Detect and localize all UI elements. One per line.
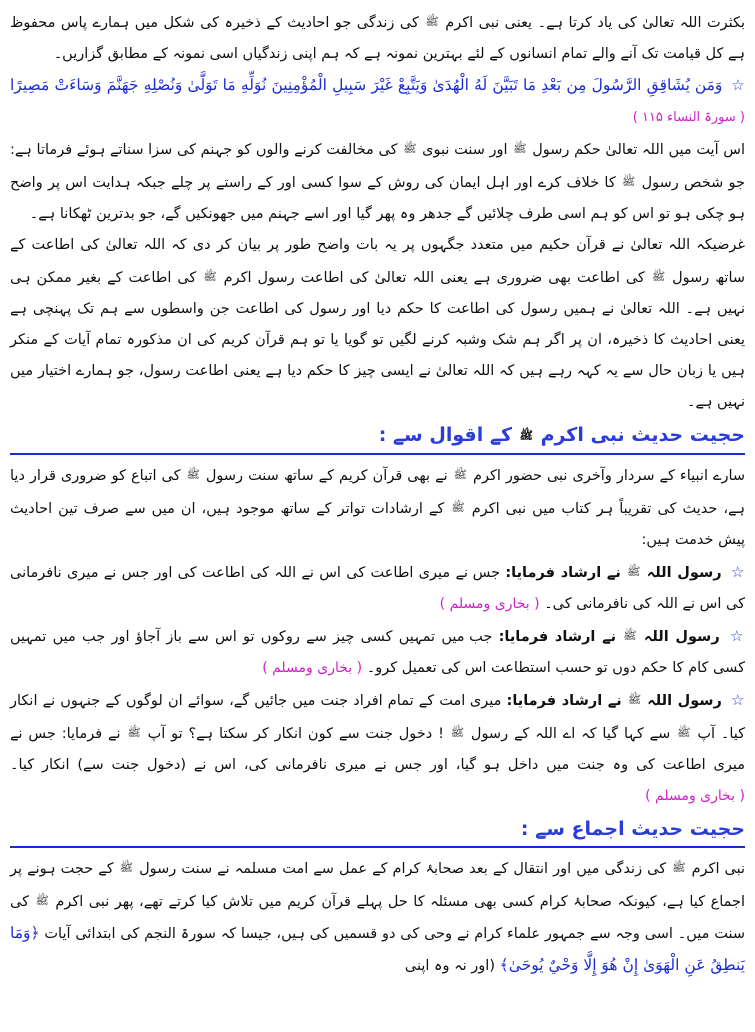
hadith-item-1 [10,556,745,620]
star-icon: ☆ [731,76,746,94]
section-heading-consensus [10,814,745,844]
saw-ligature-icon: ﷺ [627,565,641,578]
text: بکثرت اللہ تعالیٰ کی یاد کرتا ہے۔ یعنی نبی اکرم [445,15,746,31]
text: کی سنت میں۔ اسی وجہ سے جمہور علماء کرام نے وحی کی دو قسمیں کی ہیں، جیسا کہ سورۃ النجم کی ابتدائی آیات [10,894,746,942]
text: غرضیکہ اللہ تعالیٰ نے قرآن حکیم میں متعدد جگہوں پر یہ بات واضح طور پر بیان کر دی کہ اللہ تعالیٰ کی اطاعت کے ساتھ رسول [10,237,746,286]
saw-ligature-icon: ﷺ [403,142,417,155]
hadith-text: جب میں تمہیں کسی چیز سے روکوں تو اس سے باز آجاؤ اور جب میں تمہیں کسی کام کا حکم دوں تو حسب استطاعت اس کی تعمیل کرو۔ [10,629,745,676]
text: اس آیت میں اللہ تعالیٰ حکم رسول [532,142,746,158]
text: (اور نہ وہ اپنی [404,958,495,974]
divider [10,846,745,848]
hadith-reference: ( بخاری ومسلم ) [645,788,745,804]
ayah-text: وَمَن يُشَاقِقِ الرَّسُولَ مِن بَعْدِ مَا تَبَيَّنَ لَهُ الْهُدَىٰ وَيَتَّبِعْ غَيْرَ سَبِيلِ الْمُؤْمِنِينَ نُوَلِّهِ مَا تَوَلَّىٰ وَنُصْلِهِ جَهَنَّمَ وَسَاءَتْ مَصِيرًا [10,76,723,94]
paragraph-intro [10,6,745,70]
saw-ligature-icon: ﷺ [519,429,533,442]
saw-ligature-icon: ﷺ [672,861,686,874]
hadith-text: جس نے میری اطاعت کی اس نے اللہ کی اطاعت کی اور جس نے میری نافرمانی کی اس نے اللہ کی نافرمانی کی۔ [10,565,745,612]
saw-ligature-icon: ﷺ [127,726,141,739]
star-icon: ☆ [729,627,746,645]
hadith-reference: ( بخاری ومسلم ) [262,660,363,676]
paragraph-sayings-intro [10,459,745,556]
hadith-text: ! دخول جنت سے کون انکار کر سکتا ہے؟ تو آپ [147,726,444,742]
hadith-reference: ( بخاری ومسلم ) [439,596,540,612]
text: اور سنت نبوی [422,142,508,158]
hadith-text: سے کہا گیا کہ اے اللہ کے رسول [470,726,671,742]
quran-verse [10,70,745,133]
saw-ligature-icon: ﷺ [425,15,439,28]
heading-text: کے اقوال سے : [378,424,513,446]
text: کی زندگی میں اور انتقال کے بعد صحابۂ کرام کے عمل سے امت مسلمہ نے سنت رسول [139,861,667,877]
hadith-lead: نے ارشاد فرمایا: [506,693,622,709]
saw-ligature-icon: ﷺ [451,501,465,514]
text: کا خلاف کرے اور اہل ایمان کی روش کے سوا کسی اور کے راستے پر چلے جبکہ ہدایت اس پر واضح ہو چکی ہو تو اس کو ہم اسی طرف چلائیں گے جدھر وہ پھر گیا اور اسے جہنم میں جھونکیں گے، جو بدترین ٹھکانا ہے۔ [10,175,745,222]
hadith-lead: نے ارشاد فرمایا: [498,629,617,645]
saw-ligature-icon: ﷺ [186,468,200,481]
heading-text: حجیت حدیث اجماع سے : [520,818,745,840]
hadith-lead: رسول اللہ [647,693,722,709]
saw-ligature-icon: ﷺ [513,142,527,155]
saw-ligature-icon: ﷺ [677,726,691,739]
paragraph-consensus [10,852,745,982]
hadith-lead: نے ارشاد فرمایا: [505,565,621,581]
star-icon: ☆ [730,563,746,581]
hadith-text: نے فرمایا: جس نے میری اطاعت کی وہ جنت میں داخل ہو گیا، اور جس نے میری نافرمانی کی، اس نے (دخول جنت سے) انکار کیا۔ [10,726,745,773]
saw-ligature-icon: ﷺ [35,894,49,907]
hadith-item-2 [10,620,745,684]
paragraph-explanation [10,133,745,230]
heading-text: حجیت حدیث نبی اکرم [540,424,745,446]
saw-ligature-icon: ﷺ [453,468,467,481]
divider [10,453,745,455]
text: کی زندگی جو احادیث کے ذخیرہ کی شکل میں ہمارے پاس محفوظ ہے کل قیامت تک آنے والے تمام انسانوں کے لئے بہترین نمونہ ہے کہ ہم اپنی زندگیاں اسی نمونہ کے مطابق گزاریں۔ [10,15,745,62]
saw-ligature-icon: ﷺ [627,693,642,706]
verse-reference: ( سورۃ النساء ۱۱۵ ) [632,110,745,125]
text: نے بھی قرآن کریم کے ساتھ سنت رسول [205,468,448,484]
text: کے حجت ہونے پر اجماع کیا ہے، کیونکہ صحابۂ کرام کسی بھی مسئلہ کا حل پہلے قرآن کریم میں تلاش کیا کرتے تھے، پھر نبی اکرم [10,861,746,910]
ayah-inline: ﴿وَمَا يَنطِقُ عَنِ الْهَوَىٰ إِنْ هُوَ إِلَّا وَحْيٌ يُوحَىٰ﴾ [10,924,745,974]
saw-ligature-icon: ﷺ [450,726,465,739]
text: کی اطاعت بھی ضروری ہے یعنی اللہ تعالیٰ کی اطاعت رسول اکرم [223,270,645,286]
text: کے ارشادات تواتر کے ساتھ موجود ہیں، ان میں سے صرف تین احادیث پیش خدمت ہیں: [10,501,745,548]
saw-ligature-icon: ﷺ [651,270,666,283]
saw-ligature-icon: ﷺ [119,861,134,874]
saw-ligature-icon: ﷺ [622,175,636,188]
text: نبی اکرم [691,861,746,877]
hadith-text: میری امت کے تمام افراد جنت میں جائیں گے، سوائے ان لوگوں کے جنہوں نے انکار کیا۔ آپ [10,693,746,742]
star-icon: ☆ [731,691,745,709]
text: کی اتباع کو ضروری قرار دیا ہے، حدیث کی تقریباً ہر کتاب میں نبی اکرم [10,468,746,517]
text: کی مخالفت کرنے والوں کو جہنم کی سزا سناتے ہوئے فرماتا ہے: جو شخص رسول [10,142,746,191]
hadith-lead: رسول اللہ [643,629,720,645]
section-heading-sayings [10,420,745,451]
hadith-lead: رسول اللہ [646,565,722,581]
document-page [10,6,745,1026]
paragraph-conclusion [10,230,745,418]
text: کی اطاعت کے بغیر ممکن ہی نہیں ہے۔ اللہ تعالیٰ نے ہمیں رسول کی اطاعت کا حکم دیا اور رسول کی اطاعت جن واسطوں سے ہم تک پہنچی ہے یعنی احادیث کا ذخیرہ، ان پر اگر ہم شک وشبہ کرنے لگیں تو گویا یا تو ہم قرآن کریم کی ان مذکورہ تمام آیات کے منکر ہیں یا زبان حال سے یہ کہہ رہے ہیں کہ اللہ تعالیٰ نے ایسی چیز کا حکم دیا ہے یعنی اطاعت رسول، جو ہمارے اختیار میں نہیں ہے۔ [10,270,745,410]
saw-ligature-icon: ﷺ [203,270,217,283]
hadith-item-3 [10,684,745,812]
text: سارے انبیاء کے سردار وآخری نبی حضور اکرم [473,468,746,484]
saw-ligature-icon: ﷺ [623,629,637,642]
